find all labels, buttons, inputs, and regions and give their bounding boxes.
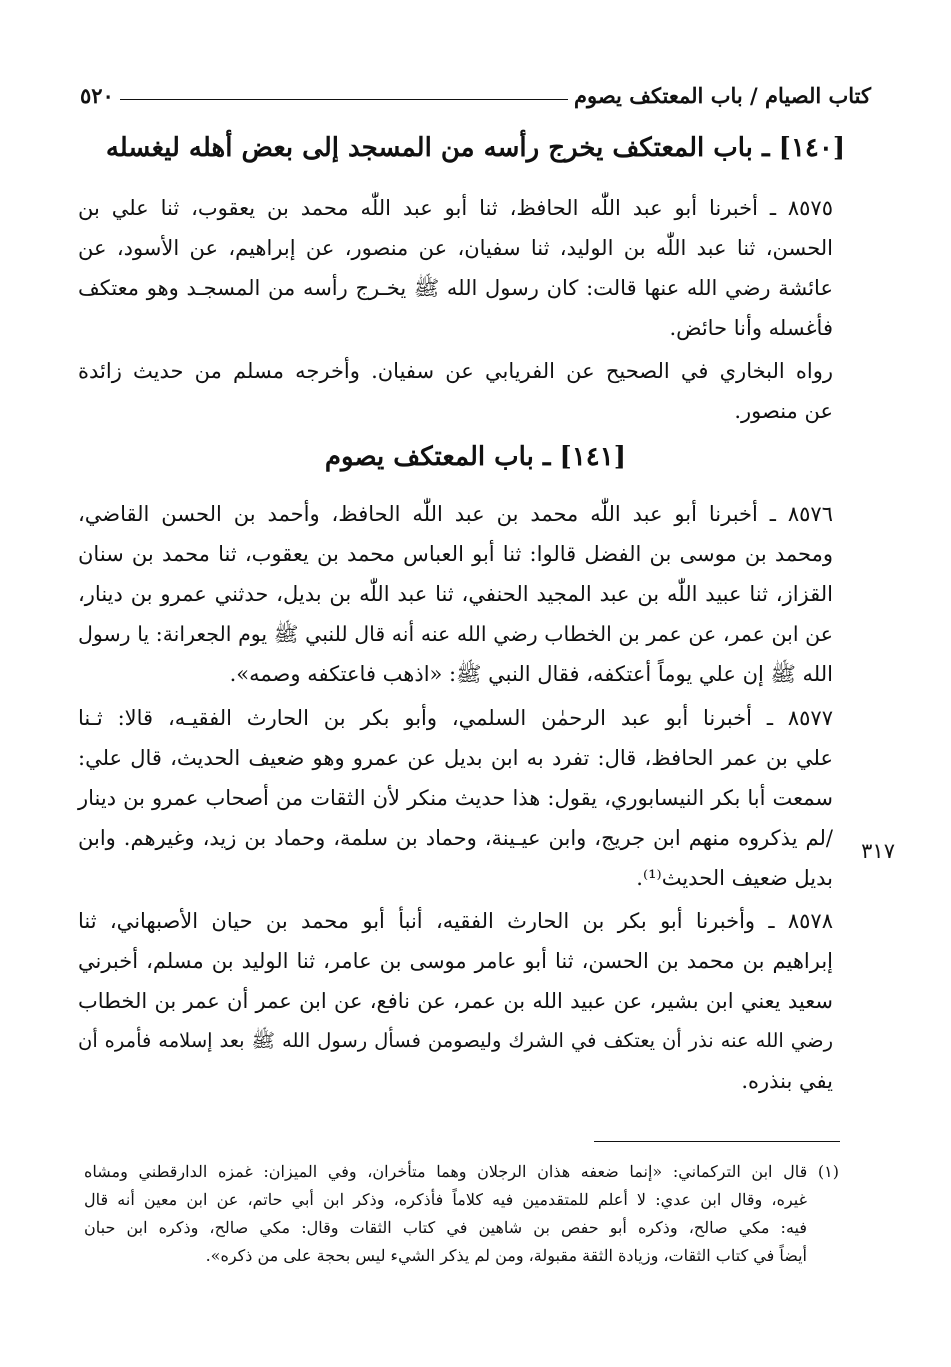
text-line: القزاز، ثنا عبيد اللّٰه بن عبد المجيد الحنفي، ثنا عبد اللّٰه بن بديل، حدثني عمرو بن دينار، [78, 582, 833, 606]
text-line: عائشة رضي الله عنها قالت: كان رسول الله ﷺ يخـرج رأسه من المسجـد وهو معتكف [78, 276, 833, 300]
running-header [80, 76, 871, 108]
hadith-8576 [78, 494, 833, 694]
text-line: ٨٥٧٦ ـ أخبرنا أبو عبد اللّٰه محمد بن عبد اللّٰه الحافظ، وأحمد بن الحسن القاضي، [78, 502, 833, 526]
header-rule [120, 99, 568, 100]
footnote-line: فيه: مكي صالح، وذكره أبو حفص بن شاهين في كتاب الثقات وقال: مكي صالح، وذكره ابن حبان [84, 1218, 807, 1237]
text-line: ٨٥٧٧ ـ أخبرنا أبو عبد الرحمٰن السلمي، وأبو بكر بن الحارث الفقيـه، قالا: ثـنا [78, 706, 833, 730]
text-line: الحسن، ثنا عبد اللّٰه بن الوليد، ثنا سفيان، عن منصور، عن إبراهيم، عن الأسود، عن [78, 236, 833, 260]
margin-page-marker: ٣١٧ [861, 839, 895, 863]
text-line: رضي الله عنه نذر أن يعتكف في الشرك وليصومن فسأل رسول الله ﷺ بعد إسلامه فأمره أن [78, 1029, 833, 1052]
text-line: ٨٥٧٨ ـ وأخبرنا أبو بكر بن الحارث الفقيه، أنبأ أبو محمد بن حيان الأصبهاني، ثنا [78, 909, 833, 933]
footnote-separator [594, 1141, 840, 1142]
hadith-8575 [78, 188, 833, 348]
page-number: ٥٢٠ [80, 83, 114, 108]
text-line: ٨٥٧٥ ـ أخبرنا أبو عبد اللّٰه الحافظ، ثنا أبو عبد اللّٰه محمد بن يعقوب، ثنا علي بن [78, 196, 833, 220]
text-line: يفي بنذره. [741, 1069, 833, 1093]
text-line: إبراهيم بن محمد بن الحسن، ثنا أبو عامر موسى بن عامر، ثنا الوليد بن مسلم، أخبرني [78, 949, 833, 973]
hadith-8578 [78, 901, 833, 1101]
text-line: عن منصور. [734, 399, 833, 423]
text-line: بديل ضعيف الحديث⁽¹⁾. [636, 866, 833, 890]
text-line: سعيد يعني ابن بشير، عن عبيد الله بن عمر، عن نافع، عن ابن عمر أن عمر بن الخطاب [78, 989, 833, 1013]
commentary-paragraph [78, 351, 833, 431]
footnote-line: أيضاً في كتاب الثقات، وزيادة الثقة مقبولة، ومن لم يذكر الشيء ليس بحجة على من ذكره». [205, 1246, 807, 1265]
text-line: رواه البخاري في الصحيح عن الفريابي عن سفيان. وأخرجه مسلم من حديث زائدة [78, 359, 833, 383]
text-line: /لم يذكروه منهم ابن جريج، وابن عيـينة، وحماد بن سلمة، وحماد بن زيد، وغيرهم. وابن [78, 826, 833, 850]
running-title: كتاب الصيام / باب المعتكف يصوم [573, 83, 871, 108]
footnote-line: غيره، وقال ابن عدي: لا أعلم للمتقدمين فيه كلاماً فأذكره، وذكر ابن أبي حاتم، عن ابن معين أنه قال [84, 1190, 807, 1209]
text-line: عن ابن عمر، عن عمر بن الخطاب رضي الله عنه أنه قال للنبي ﷺ يوم الجعرانة: يا رسول [78, 622, 833, 646]
section-heading-140: [١٤٠] ـ باب المعتكف يخرج رأسه من المسجد إلى بعض أهله ليغسله [105, 133, 846, 163]
text-line: علي بن عمر الحافظ، قال: تفرد به ابن بديل عن عمرو وهو ضعيف الحديث، قال علي: [78, 746, 833, 770]
footnote-line: (١) قال ابن التركماني: «إنما ضعفه هذان الرجلان وهما متأخران، وفي الميزان: غمزه الدارقطني ومشاه [84, 1162, 839, 1181]
footnotes [84, 1158, 839, 1270]
text-line: فأغسله وأنا حائض. [669, 316, 833, 340]
text-line: سمعت أبا بكر النيسابوري، يقول: هذا حديث منكر لأن الثقات من أصحاب عمرو بن دينار [78, 786, 833, 810]
hadith-8577 [78, 698, 833, 898]
text-line: الله ﷺ إن علي يوماً أعتكفه، فقال النبي ﷺ: «اذهب فاعتكفه وصمه». [229, 662, 833, 686]
section-heading-141: [١٤١] ـ باب المعتكف يصوم [324, 442, 627, 472]
text-line: ومحمد بن موسى بن الفضل قالوا: ثنا أبو العباس محمد بن يعقوب، ثنا محمد بن سنان [78, 542, 833, 566]
